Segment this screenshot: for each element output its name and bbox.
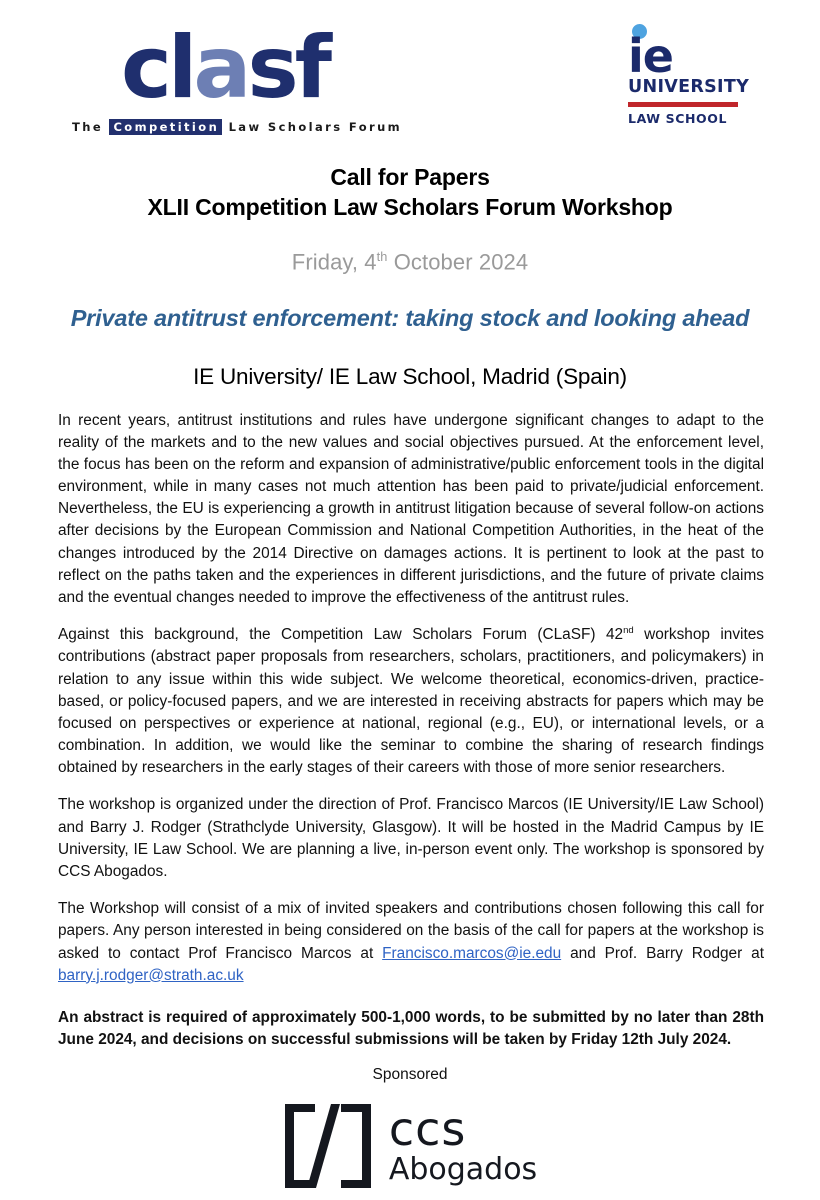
paragraph-background: In recent years, antitrust institutions and rules have undergone significant changes to adapt to the reality of the markets and to the new values and social objectives pursued. At the enforcement level, the focus has been on the reform and expansion of administrative/public enforcement tools in the digital environment, while in many cases not much attention has been paid to private/judicial enforcement. Nevertheless, the EU is experiencing a growth in antitrust litigation because of several follow-on actions after decisions by the European Commission and National Competition Authorities, in the heat of the changes introduced by the 2014 Directive on damages actions. It is pertinent to look at the past to reflect on the paths taken and the experiences in different jurisdictions, and the future of private claims and the eventual changes needed to improve the effectiveness of the antitrust rules.	[58, 411, 764, 606]
ccs-abogados-logo	[0, 1102, 820, 1190]
clasf-wordmark	[72, 18, 377, 118]
paragraph-contact-part2: and Prof. Barry Rodger at	[561, 944, 764, 962]
event-date-rest: October 2024	[387, 249, 529, 275]
sponsored-label: Sponsored	[372, 1066, 448, 1084]
clasf-tagline-highlight: Competition	[109, 119, 222, 135]
paragraph-invitation-part2: workshop invites contributions (abstract paper proposals from researchers, scholars, practitioners, and policymakers) in relation to any issue within this wide subject. We welcome theoretical, economics-driven, practice-based, or policy-focused papers, and we are interested in receiving abstracts for papers which may be focused on perspectives or experience at national, regional (e.g., EU), or international levels, or a combination. In addition, we would like the seminar to combine the sharing of research findings obtained by researchers in the early stages of their careers with those of more senior researchers.	[58, 626, 764, 777]
paragraph-abstract-requirements: An abstract is required of approximately 500-1,000 words, to be submitted by no later than 28th June 2024, and decisions on successful submissions will be taken by Friday 12th July 2024.	[58, 1008, 764, 1049]
ccs-logo-name: ccs	[388, 1101, 467, 1156]
clasf-wordmark-prefix: cl	[120, 18, 194, 118]
page-title-line2: XLII Competition Law Scholars Forum Workshop	[147, 194, 673, 221]
document-header	[0, 0, 820, 162]
workshop-theme-title: Private antitrust enforcement: taking stock and looking ahead	[70, 305, 750, 332]
ie-red-bar-divider	[628, 102, 738, 107]
document-body	[58, 410, 764, 1052]
clasf-wordmark-accent: a	[193, 18, 248, 118]
ccs-logo-text	[388, 1101, 538, 1187]
paragraph-invitation	[58, 624, 764, 779]
ie-law-school-label: LAW SCHOOL	[628, 111, 728, 126]
ccs-logo-subtitle: Abogados	[388, 1151, 538, 1187]
clasf-wordmark-suffix: sf	[247, 18, 329, 118]
ie-mark	[628, 24, 746, 83]
paragraph-invitation-ordinal: nd	[623, 625, 634, 637]
clasf-tagline-after: Law Scholars Forum	[228, 120, 403, 134]
paragraph-organizers: The workshop is organized under the direction of Prof. Francisco Marcos (IE University/IE Law School) and Barry J. Rodger (Strathclyde University, Glasgow). It will be hosted in the Madrid Campus by IE University, IE Law School. We are planning a live, in-person event only. The workshop is sponsored by CCS Abogados.	[58, 796, 764, 880]
clasf-logo	[72, 18, 403, 134]
paragraph-contact-part1: The Workshop will consist of a mix of invited speakers and contributions chosen following this call for papers. Any person interested in being considered on the basis of the call for papers at the workshop is asked to contact Prof Francisco Marcos at	[58, 900, 764, 962]
page-title	[40, 162, 780, 223]
event-date-ordinal: th	[376, 248, 388, 264]
event-date-main: Friday, 4	[291, 249, 377, 275]
ccs-bracket-slash-icon	[283, 1102, 373, 1190]
email-link-francisco-marcos[interactable]: Francisco.marcos@ie.edu	[382, 944, 562, 962]
ie-university-logo	[628, 24, 750, 126]
clasf-tagline-before: The	[72, 120, 104, 134]
email-link-barry-rodger[interactable]: barry.j.rodger@strath.ac.uk	[58, 966, 244, 984]
sponsor-block	[0, 1066, 820, 1190]
ie-letters: ie	[628, 29, 673, 83]
venue-heading: IE University/ IE Law School, Madrid (Spain)	[193, 363, 627, 389]
title-block	[40, 162, 780, 275]
paragraph-invitation-part1: Against this background, the Competition Law Scholars Forum (CLaSF) 42	[58, 626, 624, 644]
ie-university-label: UNIVERSITY	[628, 77, 750, 97]
paragraph-contact	[58, 898, 764, 987]
page-title-line1: Call for Papers	[330, 164, 490, 190]
clasf-tagline	[72, 120, 403, 134]
event-date	[40, 249, 780, 275]
